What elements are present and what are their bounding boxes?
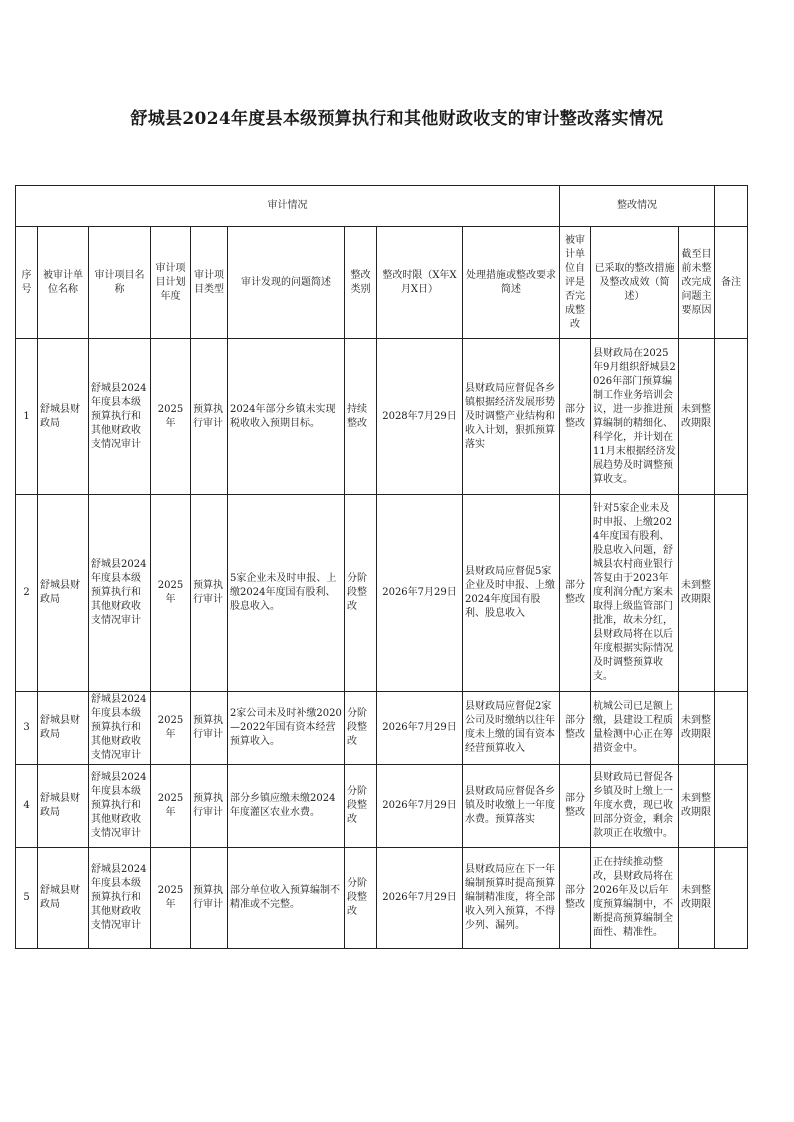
cell-remark xyxy=(715,848,748,949)
cell-unit: 舒城县财政局 xyxy=(38,848,89,949)
cell-deadline: 2026年7月29日 xyxy=(377,495,463,692)
cell-seq: 2 xyxy=(16,495,38,692)
col-header-project: 审计项目名称 xyxy=(89,227,151,339)
col-header-self-eval: 被审计单位自评是否完成整改 xyxy=(560,227,591,339)
col-header-unit: 被审计单位名称 xyxy=(38,227,89,339)
cell-reason: 未到整改期限 xyxy=(679,339,715,495)
cell-measures: 县财政局应督促2家公司及时缴纳以往年度未上缴的国有资本经营预算收入 xyxy=(463,692,560,765)
cell-plan-year: 2025年 xyxy=(151,765,191,848)
cell-seq: 5 xyxy=(16,848,38,949)
col-header-category: 整改类别 xyxy=(345,227,377,339)
cell-seq: 1 xyxy=(16,339,38,495)
page-title: 舒城县2024年度县本级预算执行和其他财政收支的审计整改落实情况 xyxy=(130,109,664,129)
cell-remark xyxy=(715,495,748,692)
table-row xyxy=(16,848,748,949)
cell-actions: 县财政局已督促各乡镇及时上缴上一年度水费，现已收回部分资金，剩余款项正在收缴中。 xyxy=(591,765,679,848)
cell-project: 舒城县2024年度县本级预算执行和其他财政收支情况审计 xyxy=(89,848,151,949)
cell-actions: 杭城公司已足额上缴，县建设工程质量检测中心正在筹措资金中。 xyxy=(591,692,679,765)
cell-self-eval: 部分整改 xyxy=(560,765,591,848)
col-header-actions: 已采取的整改措施及整改成效（简述） xyxy=(591,227,679,339)
column-header-row xyxy=(16,227,748,339)
cell-self-eval: 部分整改 xyxy=(560,495,591,692)
col-header-remark: 备注 xyxy=(715,227,748,339)
cell-type: 预算执行审计 xyxy=(191,692,228,765)
table-row xyxy=(16,692,748,765)
cell-measures: 县财政局应在下一年编制预算时提高预算编制精准度，将全部收入列入预算，不得少列、漏列。 xyxy=(463,848,560,949)
audit-situation-header: 审计情况 xyxy=(16,186,560,227)
cell-type: 预算执行审计 xyxy=(191,339,228,495)
cell-deadline: 2026年7月29日 xyxy=(377,765,463,848)
cell-remark xyxy=(715,692,748,765)
group-header-row xyxy=(16,186,748,227)
table-row xyxy=(16,495,748,692)
cell-issue: 2家公司未及时补缴2020—2022年国有资本经营预算收入。 xyxy=(228,692,345,765)
col-header-type: 审计项目类型 xyxy=(191,227,228,339)
col-header-plan-year: 审计项目计划年度 xyxy=(151,227,191,339)
cell-measures: 县财政局应督促各乡镇及时收缴上一年度水费。预算落实 xyxy=(463,765,560,848)
cell-reason: 未到整改期限 xyxy=(679,692,715,765)
cell-issue: 部分乡镇应缴未缴2024年度灌区农业水费。 xyxy=(228,765,345,848)
cell-type: 预算执行审计 xyxy=(191,848,228,949)
cell-plan-year: 2025年 xyxy=(151,495,191,692)
group-header-blank xyxy=(715,186,748,227)
table-row xyxy=(16,339,748,495)
cell-seq: 3 xyxy=(16,692,38,765)
cell-actions: 县财政局在2025年9月组织舒城县2026年部门预算编制工作业务培训会议，进一步推进预算编制的精细化、科学化，并计划在11月末根据经济发展趋势及时调整预算收支。 xyxy=(591,339,679,495)
cell-measures: 县财政局应督促5家企业及时申报、上缴2024年度国有股利、股息收入 xyxy=(463,495,560,692)
col-header-deadline: 整改时限（X年X月X日） xyxy=(377,227,463,339)
cell-deadline: 2026年7月29日 xyxy=(377,692,463,765)
cell-seq: 4 xyxy=(16,765,38,848)
cell-self-eval: 部分整改 xyxy=(560,848,591,949)
cell-deadline: 2028年7月29日 xyxy=(377,339,463,495)
audit-rectification-table xyxy=(15,185,748,949)
cell-plan-year: 2025年 xyxy=(151,339,191,495)
cell-self-eval: 部分整改 xyxy=(560,339,591,495)
cell-project: 舒城县2024年度县本级预算执行和其他财政收支情况审计 xyxy=(89,495,151,692)
cell-issue: 2024年部分乡镇未实现税收收入预期目标。 xyxy=(228,339,345,495)
cell-category: 分阶段整改 xyxy=(345,495,377,692)
cell-type: 预算执行审计 xyxy=(191,495,228,692)
cell-plan-year: 2025年 xyxy=(151,692,191,765)
cell-type: 预算执行审计 xyxy=(191,765,228,848)
cell-plan-year: 2025年 xyxy=(151,848,191,949)
cell-deadline: 2026年7月29日 xyxy=(377,848,463,949)
col-header-measures: 处理措施或整改要求简述 xyxy=(463,227,560,339)
col-header-seq: 序号 xyxy=(16,227,38,339)
cell-remark xyxy=(715,765,748,848)
cell-unit: 舒城县财政局 xyxy=(38,339,89,495)
cell-category: 分阶段整改 xyxy=(345,692,377,765)
rectification-situation-header: 整改情况 xyxy=(560,186,715,227)
cell-category: 分阶段整改 xyxy=(345,848,377,949)
cell-project: 舒城县2024年度县本级预算执行和其他财政收支情况审计 xyxy=(89,339,151,495)
cell-actions: 正在持续推动整改，县财政局将在2026年及以后年度预算编制中，不断提高预算编制全面性、精准性。 xyxy=(591,848,679,949)
cell-unit: 舒城县财政局 xyxy=(38,765,89,848)
col-header-reason: 截至目前未整改完成问题主要原因 xyxy=(679,227,715,339)
cell-reason: 未到整改期限 xyxy=(679,495,715,692)
table-row xyxy=(16,765,748,848)
cell-actions: 针对5家企业未及时申报、上缴2024年度国有股利、股息收入问题，舒城县农村商业银行答复由于2023年度利润分配方案未取得上级监管部门批准，故未分红，县财政局将在以后年度根据实际情况及时调整预算收支。 xyxy=(591,495,679,692)
cell-project: 舒城县2024年度县本级预算执行和其他财政收支情况审计 xyxy=(89,692,151,765)
cell-category: 持续整改 xyxy=(345,339,377,495)
cell-project: 舒城县2024年度县本级预算执行和其他财政收支情况审计 xyxy=(89,765,151,848)
cell-remark xyxy=(715,339,748,495)
cell-self-eval: 部分整改 xyxy=(560,692,591,765)
cell-unit: 舒城县财政局 xyxy=(38,692,89,765)
cell-measures: 县财政局应督促各乡镇根据经济发展形势及时调整产业结构和收入计划，狠抓预算落实 xyxy=(463,339,560,495)
cell-category: 分阶段整改 xyxy=(345,765,377,848)
cell-reason: 未到整改期限 xyxy=(679,765,715,848)
cell-issue: 5家企业未及时申报、上缴2024年度国有股利、股息收入。 xyxy=(228,495,345,692)
cell-unit: 舒城县财政局 xyxy=(38,495,89,692)
cell-issue: 部分单位收入预算编制不精准或不完整。 xyxy=(228,848,345,949)
col-header-issue: 审计发现的问题简述 xyxy=(228,227,345,339)
cell-reason: 未到整改期限 xyxy=(679,848,715,949)
